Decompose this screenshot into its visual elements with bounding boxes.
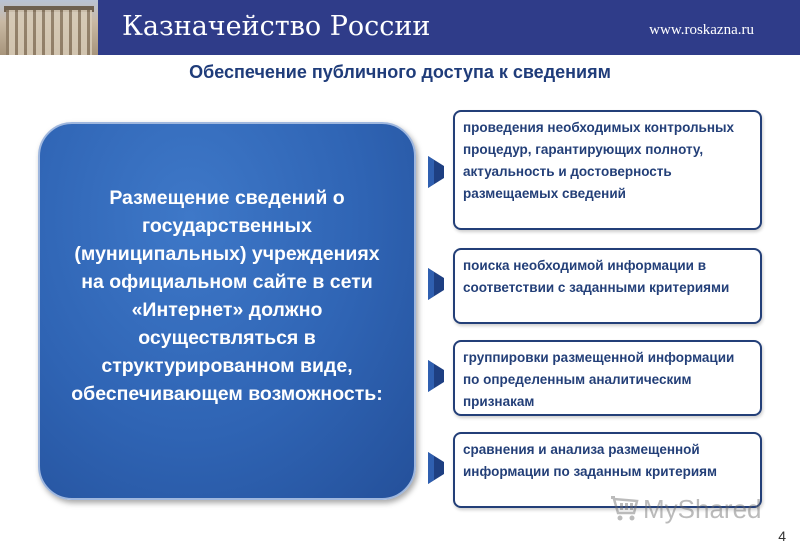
cart-icon	[609, 492, 639, 527]
arrow-icon	[428, 356, 444, 396]
capability-box-1: проведения необходимых контрольных процедур, гарантирующих полноту, актуальность и достоверность размещаемых сведений	[453, 110, 762, 230]
arrow-icon	[428, 264, 444, 304]
main-statement-box	[38, 122, 416, 500]
page-number: 4	[778, 528, 786, 544]
watermark	[609, 492, 762, 526]
building-photo	[0, 0, 98, 55]
slide-subtitle: Обеспечение публичного доступа к сведениям	[189, 62, 611, 82]
header-title: Казначейство России	[122, 11, 431, 42]
capability-box-3: группировки размещенной информации по определенным аналитическим признакам	[453, 340, 762, 416]
arrow-icon	[428, 152, 444, 192]
header-bar	[0, 0, 800, 55]
capability-box-2: поиска необходимой информации в соответствии с заданными критериями	[453, 248, 762, 324]
arrow-icon	[428, 448, 444, 488]
main-statement-text: Размещение сведений о государственных (муниципальных) учреждениях на официальном сайте в сети «Интернет» должно осуществляться в структурированном виде, обеспечивающем возможность:	[71, 187, 383, 405]
capability-box-4: сравнения и анализа размещенной информации по заданным критериям	[453, 432, 762, 508]
watermark-text: MyShared	[643, 493, 762, 524]
header-url[interactable]: www.roskazna.ru	[649, 22, 754, 38]
